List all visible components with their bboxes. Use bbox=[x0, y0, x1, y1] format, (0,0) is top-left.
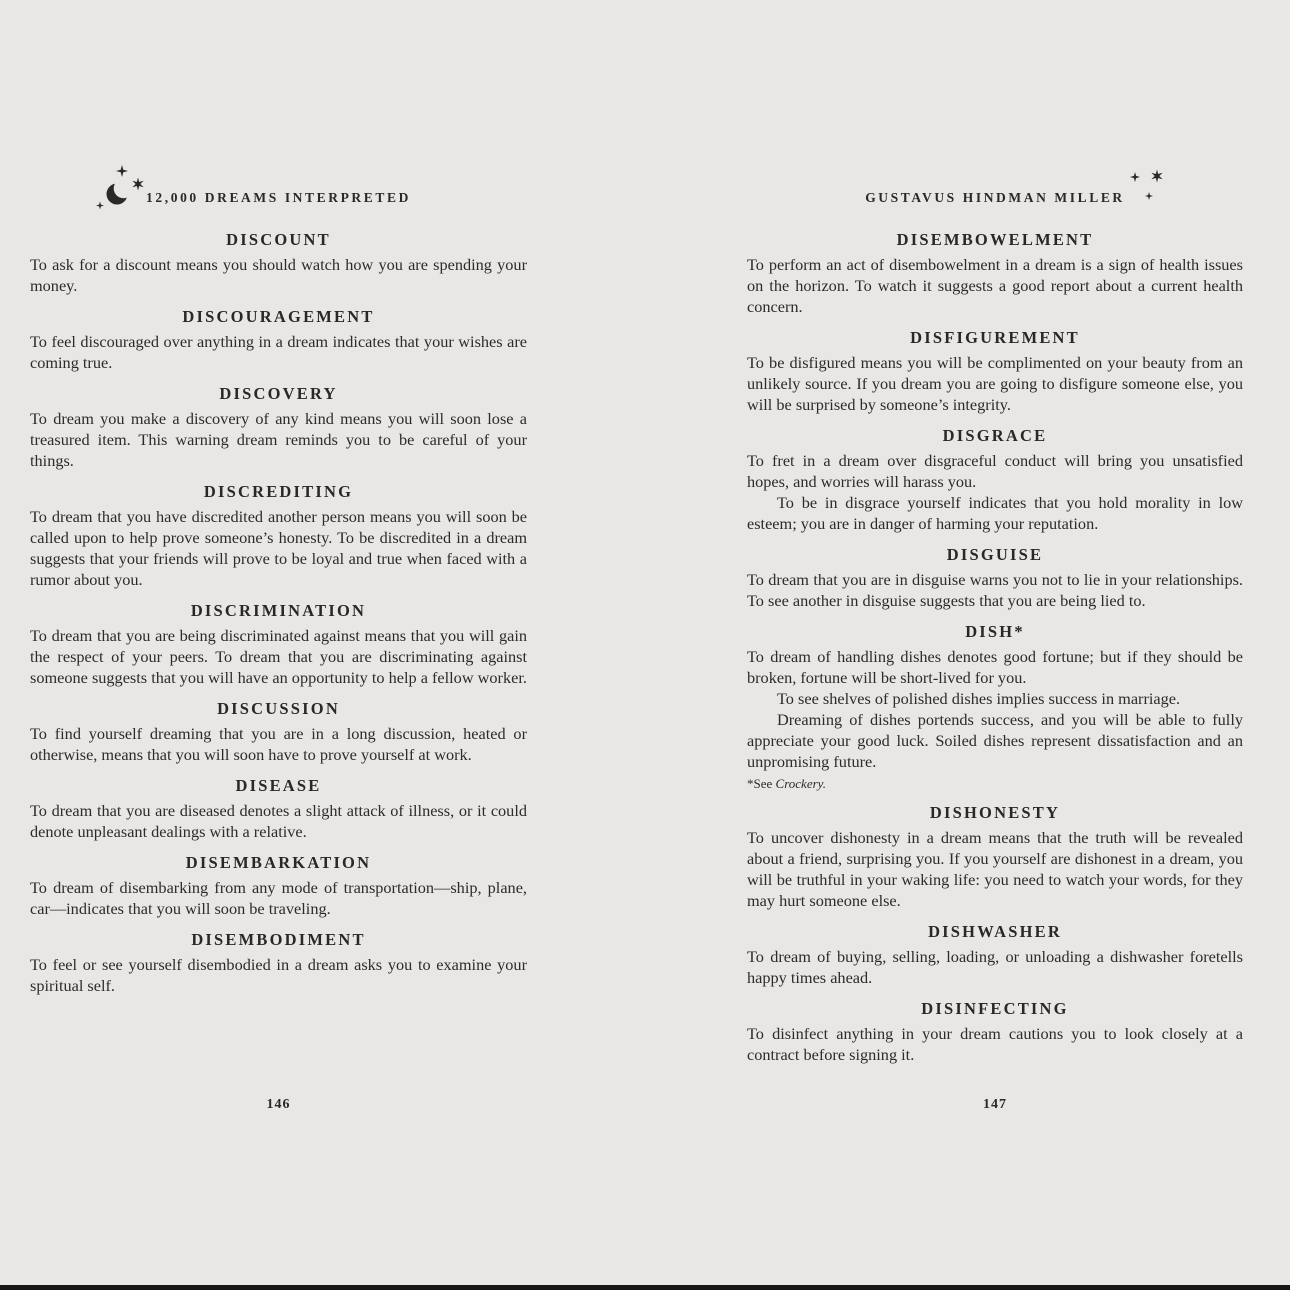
running-head-left bbox=[30, 191, 527, 205]
entry-term: DISFIGUREMENT bbox=[910, 328, 1080, 347]
page-right bbox=[747, 0, 1243, 1290]
entry-term: DISEMBARKATION bbox=[185, 853, 372, 872]
entry-footnote bbox=[747, 775, 1243, 792]
entry-paragraph: To dream that you are being discriminated against means that you will gain the respect of your peers. To dream that you are discriminating against someone suggests that you will have an opportunity to help a fellow worker. bbox=[30, 626, 527, 687]
entry-paragraph: To disinfect anything in your dream cautions you to look closely at a contract before signing it. bbox=[747, 1024, 1243, 1064]
dictionary-entry bbox=[30, 777, 527, 842]
entry-term: DISH* bbox=[965, 622, 1025, 641]
entry-paragraph: To perform an act of disembowelment in a dream is a sign of health issues on the horizon. To watch it suggests a good report about a current health concern. bbox=[747, 255, 1243, 316]
moon-stars-icon bbox=[94, 164, 146, 212]
entry-paragraph: To ask for a discount means you should watch how you are spending your money. bbox=[30, 255, 527, 295]
entries-left bbox=[30, 205, 527, 996]
running-head-right bbox=[747, 191, 1243, 205]
running-head-left-inner bbox=[146, 191, 411, 205]
running-head-title: GUSTAVUS HINDMAN MILLER bbox=[865, 190, 1125, 205]
dictionary-entry bbox=[30, 385, 527, 471]
entry-paragraph: To uncover dishonesty in a dream means that the truth will be revealed about a friend, surprising you. If you yourself are dishonest in a dream, you will be truthful in your waking life: you need to watch your words, for they may hurt someone else. bbox=[747, 828, 1243, 910]
footnote-prefix: *See bbox=[747, 776, 776, 791]
entry-paragraph: To be in disgrace yourself indicates that you hold morality in low esteem; you are in danger of harming your reputation. bbox=[747, 493, 1243, 533]
dictionary-entry bbox=[30, 700, 527, 765]
entry-paragraph: To dream you make a discovery of any kind means you will soon lose a treasured item. This warning dream reminds you to be careful of your things. bbox=[30, 409, 527, 470]
entry-paragraph: To see shelves of polished dishes implies success in marriage. bbox=[777, 689, 1181, 708]
dictionary-entry bbox=[30, 854, 527, 919]
dictionary-entry bbox=[747, 427, 1243, 534]
dictionary-entry bbox=[747, 804, 1243, 911]
page-number-left: 146 bbox=[266, 1097, 291, 1112]
entry-paragraph: To dream of buying, selling, loading, or unloading a dishwasher foretells happy times ahead. bbox=[747, 947, 1243, 987]
entry-paragraph: To dream that you have discredited another person means you will soon be called upon to help prove someone’s honesty. To be discredited in a dream suggests that your friends will prove to be loyal and true when faced with a rumor about you. bbox=[30, 507, 527, 589]
entry-paragraph: To dream that you are diseased denotes a slight attack of illness, or it could denote unpleasant dealings with a relative. bbox=[30, 801, 527, 841]
entry-paragraph: To dream of disembarking from any mode of transportation—ship, plane, car—indicates that you will soon be traveling. bbox=[30, 878, 527, 918]
entry-term: DISCOURAGEMENT bbox=[182, 307, 375, 326]
entry-paragraph: To feel discouraged over anything in a dream indicates that your wishes are coming true. bbox=[30, 332, 527, 372]
entry-term: DISCOUNT bbox=[226, 230, 331, 249]
running-head-right-inner bbox=[865, 191, 1125, 205]
dictionary-entry bbox=[30, 308, 527, 373]
entry-term: DISGRACE bbox=[942, 426, 1048, 445]
page-left bbox=[30, 0, 527, 1290]
dictionary-entry bbox=[747, 1000, 1243, 1065]
dictionary-entry bbox=[30, 602, 527, 688]
entry-term: DISCREDITING bbox=[203, 482, 354, 501]
stars-icon bbox=[1127, 168, 1167, 208]
bottom-edge-bar bbox=[0, 1285, 1290, 1290]
entry-term: DISCOVERY bbox=[219, 384, 338, 403]
entry-term: DISEASE bbox=[235, 776, 322, 795]
dictionary-entry bbox=[747, 623, 1243, 792]
entry-paragraph: To be disfigured means you will be complimented on your beauty from an unlikely source. If you dream you are going to disfigure someone else, you will be surprised by someone’s integrity. bbox=[747, 353, 1243, 414]
entry-paragraph: Dreaming of dishes portends success, and you will be able to fully appreciate your good luck. Soiled dishes represent dissatisfaction and an unpromising future. bbox=[747, 710, 1243, 771]
running-head-title: 12,000 DREAMS INTERPRETED bbox=[146, 190, 411, 205]
page-number-right: 147 bbox=[983, 1097, 1007, 1112]
entries-right bbox=[747, 205, 1243, 1065]
dictionary-entry bbox=[30, 483, 527, 590]
entry-term: DISCUSSION bbox=[217, 699, 340, 718]
entry-term: DISHONESTY bbox=[929, 803, 1061, 822]
entry-term: DISEMBODIMENT bbox=[191, 930, 366, 949]
entry-paragraph: To find yourself dreaming that you are in a long discussion, heated or otherwise, means that you will soon have to prove yourself at work. bbox=[30, 724, 527, 764]
entry-paragraph: To dream of handling dishes denotes good fortune; but if they should be broken, fortune will be short-lived for you. bbox=[747, 647, 1243, 687]
entry-term: DISCRIMINATION bbox=[190, 601, 367, 620]
entry-term: DISHWASHER bbox=[928, 922, 1062, 941]
footnote-term: Crockery. bbox=[775, 776, 826, 791]
entry-term: DISGUISE bbox=[946, 545, 1044, 564]
dictionary-entry bbox=[30, 231, 527, 296]
dictionary-entry bbox=[747, 329, 1243, 415]
dictionary-entry bbox=[747, 546, 1243, 611]
entry-paragraph: To dream that you are in disguise warns you not to lie in your relationships. To see another in disguise suggests that you are being lied to. bbox=[747, 570, 1243, 610]
dictionary-entry bbox=[30, 931, 527, 996]
entry-term: DISEMBOWELMENT bbox=[896, 230, 1094, 249]
entry-paragraph: To fret in a dream over disgraceful conduct will bring you unsatisfied hopes, and worries will harass you. bbox=[747, 451, 1243, 491]
entry-term: DISINFECTING bbox=[921, 999, 1069, 1018]
dictionary-entry bbox=[747, 231, 1243, 317]
dictionary-entry bbox=[747, 923, 1243, 988]
entry-paragraph: To feel or see yourself disembodied in a dream asks you to examine your spiritual self. bbox=[30, 955, 527, 995]
